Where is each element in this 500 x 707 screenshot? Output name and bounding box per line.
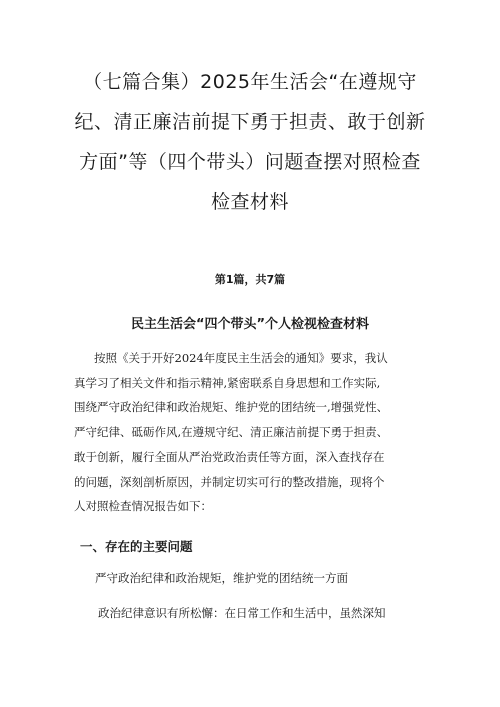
paragraph-line: 真学习了相关文件和指示精神,紧密联系自身思想和工作实际, — [74, 375, 381, 390]
sub-heading: 严守政治纪律和政治规矩，维护党的团结统一方面 — [95, 571, 348, 585]
paragraph-line: 按照《关于开好2024年度民主生活会的通知》要求，我认 — [94, 351, 388, 365]
paragraph-line: 人对照检查情况报告如下： — [74, 499, 212, 514]
subtitle: 民主生活会“四个带头”个人检视检查材料 — [130, 317, 370, 332]
title-line: 纪、清正廉洁前提下勇于担责、敢于创新 — [74, 111, 426, 133]
intro-paragraph — [74, 346, 436, 519]
paragraph-line: 围绕严守政治纪律和政治规矩、维护党的团结统一,增强党性、 — [74, 400, 389, 415]
paragraph-line: 的问题，深刻剖析原因，并制定切实可行的整改措施，现将个 — [74, 474, 385, 489]
title-line: （七篇合集）2025年生活会“在遵规守 — [83, 71, 417, 93]
paragraph-line: 敢于创新，履行全面从严治党政治责任等方面，深入查找存在 — [74, 449, 385, 464]
title-line: 检查材料 — [210, 191, 289, 213]
part-label: 第1篇，共7篇 — [214, 273, 286, 286]
document-title — [60, 62, 440, 222]
title-line: 方面”等（四个带头）问题查摆对照检查 — [79, 151, 421, 173]
paragraph-line: 政治纪律意识有所松懈：在日常工作和生活中，虽然深知 — [98, 606, 386, 620]
section-heading: 一、存在的主要问题 — [80, 539, 193, 554]
paragraph-line: 严守纪律、砥砺作风,在遵规守纪、清正廉洁前提下勇于担责、 — [74, 425, 389, 440]
